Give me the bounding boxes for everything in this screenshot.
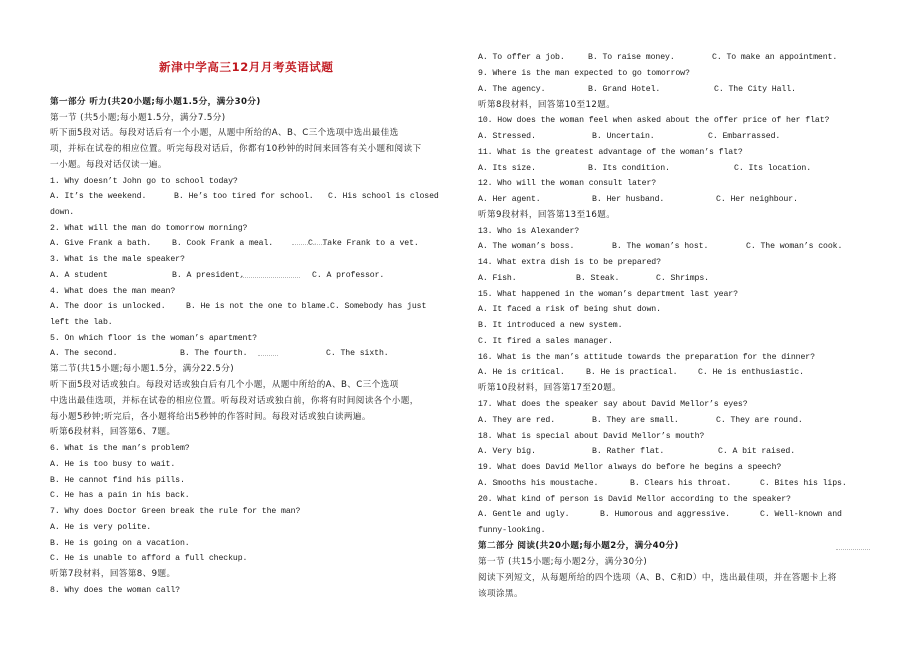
answer-option: A. Its size. xyxy=(478,164,536,173)
question-text: 13. Who is Alexander? xyxy=(478,227,580,236)
answer-option: B. Clears his throat. xyxy=(630,479,732,488)
instruction-text: 第一部分 听力(共20小题;每小题1.5分，满分30分) xyxy=(50,97,261,107)
exam-title: 新津中学高三12月月考英语试题 xyxy=(159,60,334,74)
question-text: 9. Where is the man expected to go tomorrow? xyxy=(478,69,690,78)
question-text: 18. What is special about David Mellor’s mouth? xyxy=(478,432,705,441)
answer-option: C. The woman’s cook. xyxy=(746,242,843,251)
instruction-text: 听下面5段对话。每段对话后有一个小题，从题中所给的A、B、C三个选项中选出最佳选 xyxy=(50,128,399,138)
instruction-text: 中选出最佳选项，并标在试卷的相应位置。听每段对话或独白前，你将有时间阅读各个小题， xyxy=(50,396,419,406)
question-text: 2. What will the man do tomorrow morning? xyxy=(50,224,248,233)
question-text: A. It faced a risk of being shut down. xyxy=(478,305,661,314)
question-text: 16. What is the man’s attitude towards the preparation for the dinner? xyxy=(478,353,815,362)
answer-option: C. Her neighbour. xyxy=(716,195,798,204)
answer-options xyxy=(478,194,798,205)
answer-option: A. A student xyxy=(50,271,108,280)
instruction-text: 第二部分 阅读(共20小题;每小题2分，满分40分) xyxy=(478,541,679,551)
question-text: 19. What does David Mellor always do before he begins a speech? xyxy=(478,463,782,472)
answer-options xyxy=(478,446,795,457)
answer-option: B. Her husband. xyxy=(592,195,665,204)
answer-option: B. They are small. xyxy=(592,416,679,425)
question-text: 15. What happened in the woman’s department last year? xyxy=(478,290,738,299)
answer-option: A. He is critical. xyxy=(478,368,565,377)
answer-option: C. They are round. xyxy=(716,416,803,425)
question-text: 10. How does the woman feel when asked about the offer price of her flat? xyxy=(478,116,830,125)
question-text: B. He is going on a vacation. xyxy=(50,539,190,548)
answer-option: B. A president. xyxy=(172,271,245,280)
answer-option: B. Rather flat. xyxy=(592,447,665,456)
question-text: 1. Why doesn’t John go to school today? xyxy=(50,177,238,186)
answer-option: C. His school is closed xyxy=(328,192,439,201)
dotted-artifact xyxy=(240,277,300,278)
answer-option: C. A professor. xyxy=(312,271,385,280)
answer-options xyxy=(478,273,709,284)
answer-option: B. He is practical. xyxy=(586,368,678,377)
answer-option: A. Smooths his moustache. xyxy=(478,479,599,488)
question-text: C. He has a pain in his back. xyxy=(50,491,190,500)
answer-option: B. Its condition. xyxy=(588,164,670,173)
instruction-text: 听第8段材料，回答第10至12题。 xyxy=(478,100,616,110)
answer-option: B. Cook Frank a meal. xyxy=(172,239,274,248)
question-text: B. It introduced a new system. xyxy=(478,321,623,330)
question-text: 14. What extra dish is to be prepared? xyxy=(478,258,661,267)
answer-option: A. Her agent. xyxy=(478,195,541,204)
answer-options xyxy=(50,270,384,281)
instruction-text: 听下面5段对话或独白。每段对话或独白后有几个小题，从题中所给的A、B、C三个选项 xyxy=(50,380,399,390)
question-text: C. He is unable to afford a full checkup. xyxy=(50,554,248,563)
answer-option: C. Its location. xyxy=(734,164,812,173)
dotted-artifact xyxy=(292,244,336,245)
answer-option: A. They are red. xyxy=(478,416,556,425)
answer-option: C. Take Frank to a vet. xyxy=(308,239,419,248)
question-text: 8. Why does the woman call? xyxy=(50,586,180,595)
answer-option: A. To offer a job. xyxy=(478,53,565,62)
instruction-text: 听第7段材料，回答第8、9题。 xyxy=(50,569,176,579)
question-text: B. He cannot find his pills. xyxy=(50,476,185,485)
answer-option: B. Humorous and aggressive. xyxy=(600,510,730,519)
question-text: 4. What does the man mean? xyxy=(50,287,176,296)
answer-option: C. Shrimps. xyxy=(656,274,709,283)
answer-option: A. The second. xyxy=(50,349,118,358)
answer-option: A. Gentle and ugly. xyxy=(478,510,570,519)
answer-options xyxy=(478,478,847,489)
question-text: 3. What is the male speaker? xyxy=(50,255,185,264)
instruction-text: 项，并标在试卷的相应位置。听完每段对话后，你都有10秒钟的时间来回答有关小题和阅读下 xyxy=(50,144,422,154)
answer-option: B. Steak. xyxy=(576,274,620,283)
instruction-text: 听第10段材料，回答第17至20题。 xyxy=(478,383,622,393)
answer-option: A. Fish. xyxy=(478,274,517,283)
answer-options xyxy=(50,238,419,249)
answer-option: B. Uncertain. xyxy=(592,132,655,141)
answer-option: C. The City Hall. xyxy=(714,85,796,94)
question-text: A. He is very polite. xyxy=(50,523,152,532)
instruction-text: 听第9段材料，回答第13至16题。 xyxy=(478,210,616,220)
answer-option: A. The agency. xyxy=(478,85,546,94)
question-text: 7. Why does Doctor Green break the rule for the man? xyxy=(50,507,301,516)
question-text: 17. What does the speaker say about David Mellor’s eyes? xyxy=(478,400,748,409)
question-text: left the lab. xyxy=(50,318,113,327)
answer-options xyxy=(478,241,842,252)
answer-option: A. It’s the weekend. xyxy=(50,192,147,201)
answer-option: B. To raise money. xyxy=(588,53,675,62)
answer-option: C. Bites his lips. xyxy=(760,479,847,488)
answer-option: C. Well-known and xyxy=(760,510,842,519)
question-text: A. He is too busy to wait. xyxy=(50,460,176,469)
answer-option: A. Give Frank a bath. xyxy=(50,239,152,248)
answer-option: C. He is enthusiastic. xyxy=(698,368,804,377)
question-text: funny-looking. xyxy=(478,526,546,535)
answer-options xyxy=(478,163,811,174)
answer-option: B. The fourth. xyxy=(180,349,248,358)
answer-options xyxy=(50,348,389,359)
answer-options xyxy=(478,415,803,426)
question-text: C. It fired a sales manager. xyxy=(478,337,613,346)
question-text: 6. What is the man’s problem? xyxy=(50,444,190,453)
instruction-text: 第二节(共15小题;每小题1.5分，满分22.5分) xyxy=(50,364,235,374)
question-text: down. xyxy=(50,208,75,217)
instruction-text: 第一节 (共5小题;每小题1.5分，满分7.5分) xyxy=(50,113,226,123)
question-text: 20. What kind of person is David Mellor according to the speaker? xyxy=(478,495,791,504)
instruction-text: 一小题。每段对话仅读一遍。 xyxy=(50,160,167,170)
answer-option: B. Grand Hotel. xyxy=(588,85,661,94)
answer-option: C. A bit raised. xyxy=(718,447,796,456)
answer-option: A. The woman’s boss. xyxy=(478,242,575,251)
answer-options xyxy=(478,84,796,95)
answer-option: C. Embarrassed. xyxy=(708,132,781,141)
answer-option: A. Stressed. xyxy=(478,132,536,141)
answer-option: C. Somebody has just xyxy=(330,302,427,311)
answer-options xyxy=(478,367,804,378)
question-text: 11. What is the greatest advantage of the woman’s flat? xyxy=(478,148,743,157)
answer-options xyxy=(478,52,837,63)
answer-option: A. Very big. xyxy=(478,447,536,456)
answer-option: B. He’s too tired for school. xyxy=(174,192,314,201)
answer-option: A. The door is unlocked. xyxy=(50,302,166,311)
answer-option: C. To make an appointment. xyxy=(712,53,838,62)
instruction-text: 阅读下列短文，从每题所给的四个选项（A、B、C和D）中，选出最佳项，并在答题卡上将 xyxy=(478,573,837,583)
question-text: 12. Who will the woman consult later? xyxy=(478,179,657,188)
answer-options xyxy=(478,509,842,520)
answer-option: B. He is not the one to blame. xyxy=(186,302,331,311)
answer-option: B. The woman’s host. xyxy=(612,242,709,251)
answer-options xyxy=(50,301,426,312)
answer-options xyxy=(50,191,439,202)
dotted-artifact xyxy=(836,549,870,550)
instruction-text: 第一节 (共15小题;每小题2分，满分30分) xyxy=(478,557,648,567)
answer-option: C. The sixth. xyxy=(326,349,389,358)
question-text: 5. On which floor is the woman’s apartment? xyxy=(50,334,257,343)
instruction-text: 每小题5秒钟;听完后，各小题将给出5秒钟的作答时间。每段对话或独白读两遍。 xyxy=(50,412,371,422)
dotted-artifact xyxy=(258,355,278,356)
answer-options xyxy=(478,131,780,142)
instruction-text: 听第6段材料，回答第6、7题。 xyxy=(50,427,176,437)
instruction-text: 该项涂黑。 xyxy=(478,589,523,599)
